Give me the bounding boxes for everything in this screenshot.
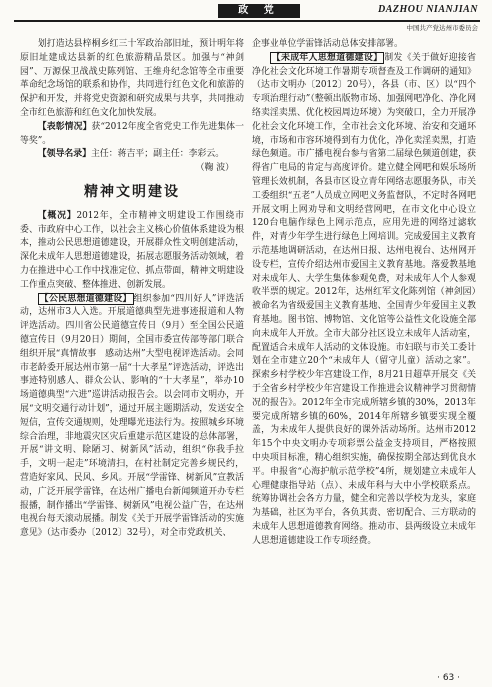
paragraph-party-history: 划打造达县梓桐乡红三十军政治部旧址，预计明年将原旧址建成达县新的红色旅游精品景区。加强与“神剑园”、万源保卫战战史陈列馆、王维舟纪念馆等全市重要革命纪念场馆的联系和协作，共同进行红色文化和旅游的保护和开发，并将党史资源和研究成果与共享，共同推动全市红色旅游和红色文化加快发展。 xyxy=(20,39,244,118)
leader-tag: 【领导名录】 xyxy=(37,149,92,160)
paragraph-continued: 企事业单位学雷锋活动总体安排部署。 xyxy=(252,39,403,49)
leader-text: 主任：蒋吉平；副主任：李彩云。 xyxy=(91,149,225,160)
page-header xyxy=(0,0,492,30)
page-number: · 63 · xyxy=(437,673,460,683)
minor-tag: 【未成年人思想道德建设】 xyxy=(271,52,383,63)
yearbook-title: DAZHOU NIANJIAN xyxy=(377,4,478,15)
paragraph-leaders xyxy=(20,148,244,162)
paragraph-overview xyxy=(20,210,244,293)
minor-text: 制发《关于做好迎接省净化社会文化环境工作暑期专项督查及工作调研的通知》（达市文明办〔2012〕20号），各县（市、区）以“四个专项治理行动”（整顿出版物市场、加强网吧净化、净化网络卖淫卖黑、优化校园周边环境）为突破口，全力开展净化社会文化环境工作，全市社会文化环境、治安和交通环境，市场和市容环境得到有力优化，净化卖淫卖黑，打造绿色频道。市广播电视台参与省第二届绿色频道创建，获得省广电局的肯定与高度评价。建立健全网吧和娱乐场所管理长效机制，各县市区设立青年网络志愿服务队，市关工委组织“五老”人员成立网吧义务监督队，不定时各网吧开展文明上网劝导和文明经营网吧，在市文化中心设立120台电脑作绿色上网示范点，应用先进的网络过滤软件，对青少年学生进行绿色上网培训。完成爱国主义教育示范基地调研活动，在达州日报、达州电视台、达州网开设专栏，宣传介绍达州市爱国主义教育基地。落爱教基地对未成年人、大学生集体参观免费，对未成年人个人参观收半票的规定。2012年，达州红军文化陈列馆（神剑园）被命名为省级爱国主义教育基地、全国青少年爱国主义教育基地。图书馆、博物馆、文化馆等公益性文化设施全部向未成年人开放。全市大部分社区设立未成年人活动室，配置适合未成年人活动的文体设施。市妇联与市关工委计划在全市建立20个“未成年人（留守儿童）活动之家”。探索乡村学校少年宫建设工作，8月21日超草开展交《关于全省乡村学校少年宫建设工作推进会议精神学习贯彻情况的报告》。2012年全市完成所辖乡镇的30%，2013年要完成所辖乡镇的60%，2014年所辖乡镇要实现全覆盖，为未成年人提供良好的课外活动场所。达州市2012年15个中央文明办专项彩票公益金支持项目，严格按照中央项目标准，精心组织实施，确保按期全部达到优良水平。申报省“心海护航示范学校”4所，规划建立未成年人心理健康指导站（点）、未成年科与大中小学校联系点。统筹协调社会各方力量，健全和完善以学校为龙头，家庭为基础，社区为平台，各负其责、密切配合、三方联动的未成年人思想道德教育网络。推动市、县两级设立未成年人思想道德建设工作专项经费。 xyxy=(252,52,477,546)
header-subtitle: 中国共产党达州市委员会 xyxy=(406,24,478,32)
left-column xyxy=(20,38,244,541)
overview-text: 2012年，全市精神文明建设工作围绕市委、市政府中心工作，以社会主义核心价值体系建设为根本，推动公民思想道德建设，开展群众性文明创建活动，深化未成年人思想道德建设，拓展志愿服务活动领域，着力在推进中心工作中找准定位、抓点带面，精神文明建设工作重点突破、整体推进、创新发展。 xyxy=(20,210,244,290)
paragraph-honors xyxy=(20,121,244,149)
section-title: 精神文明建设 xyxy=(84,183,180,200)
overview-tag: 【概况】 xyxy=(37,210,77,221)
civic-text: 组织参加“四川好人”评选活动，达州市3人入选。开展道德典型先进事迹报道和人物评选活动。四川省公民道德宣传日（9月）至全国公民道德宣传日（9月20日）期间，全国市委宣传部等部门联合组织开展“真情故事 感动达州”大型电视评选活动。会同市老龄委开展达州市第一届“十大孝星”评选活动，评选出事迹特别感人、群众公认、影响的“十大孝星”，举办10场道德典型“六进”巡讲活动报告会。以会同市文明办，开展“文明交通行动计划”，通过开展主题期活动，发送安全短信，宣传交通规则，处理曝光违法行为。按照城乡环境综合治理，非地震灾区灾后重建示范区建设的总体部署，开展“讲文明、除陋习、树新风”活动，组织“你我手拉手，文明一起走”环境清扫，在村社制定完善乡规民约，营造好家风、民风、乡风。开展“学雷锋、树新风”宣教活动，广泛开展学雷锋，在达州广播电台新闻频道开办专栏报播，制作播出“学雷锋、树新风”电视公益广告，在达州电视台每天滚动展播。制发《关于开展学雷锋活动的实施意见》（达市委办〔2012〕32号），对全市党政机关、 xyxy=(20,293,245,539)
section-label: 政 党 xyxy=(218,4,300,18)
honor-text: 获“2012年度全省党史工作先进集体一等奖”。 xyxy=(20,121,245,146)
header-rule xyxy=(14,20,480,22)
paragraph-minor-morality xyxy=(252,52,476,549)
civic-tag: 【公民思想道德建设】 xyxy=(39,293,132,304)
right-column xyxy=(252,38,476,548)
author-signature: （鞠 波） xyxy=(195,163,234,174)
honor-tag: 【表彰情况】 xyxy=(37,121,92,132)
paragraph-civic-morality xyxy=(20,293,244,541)
